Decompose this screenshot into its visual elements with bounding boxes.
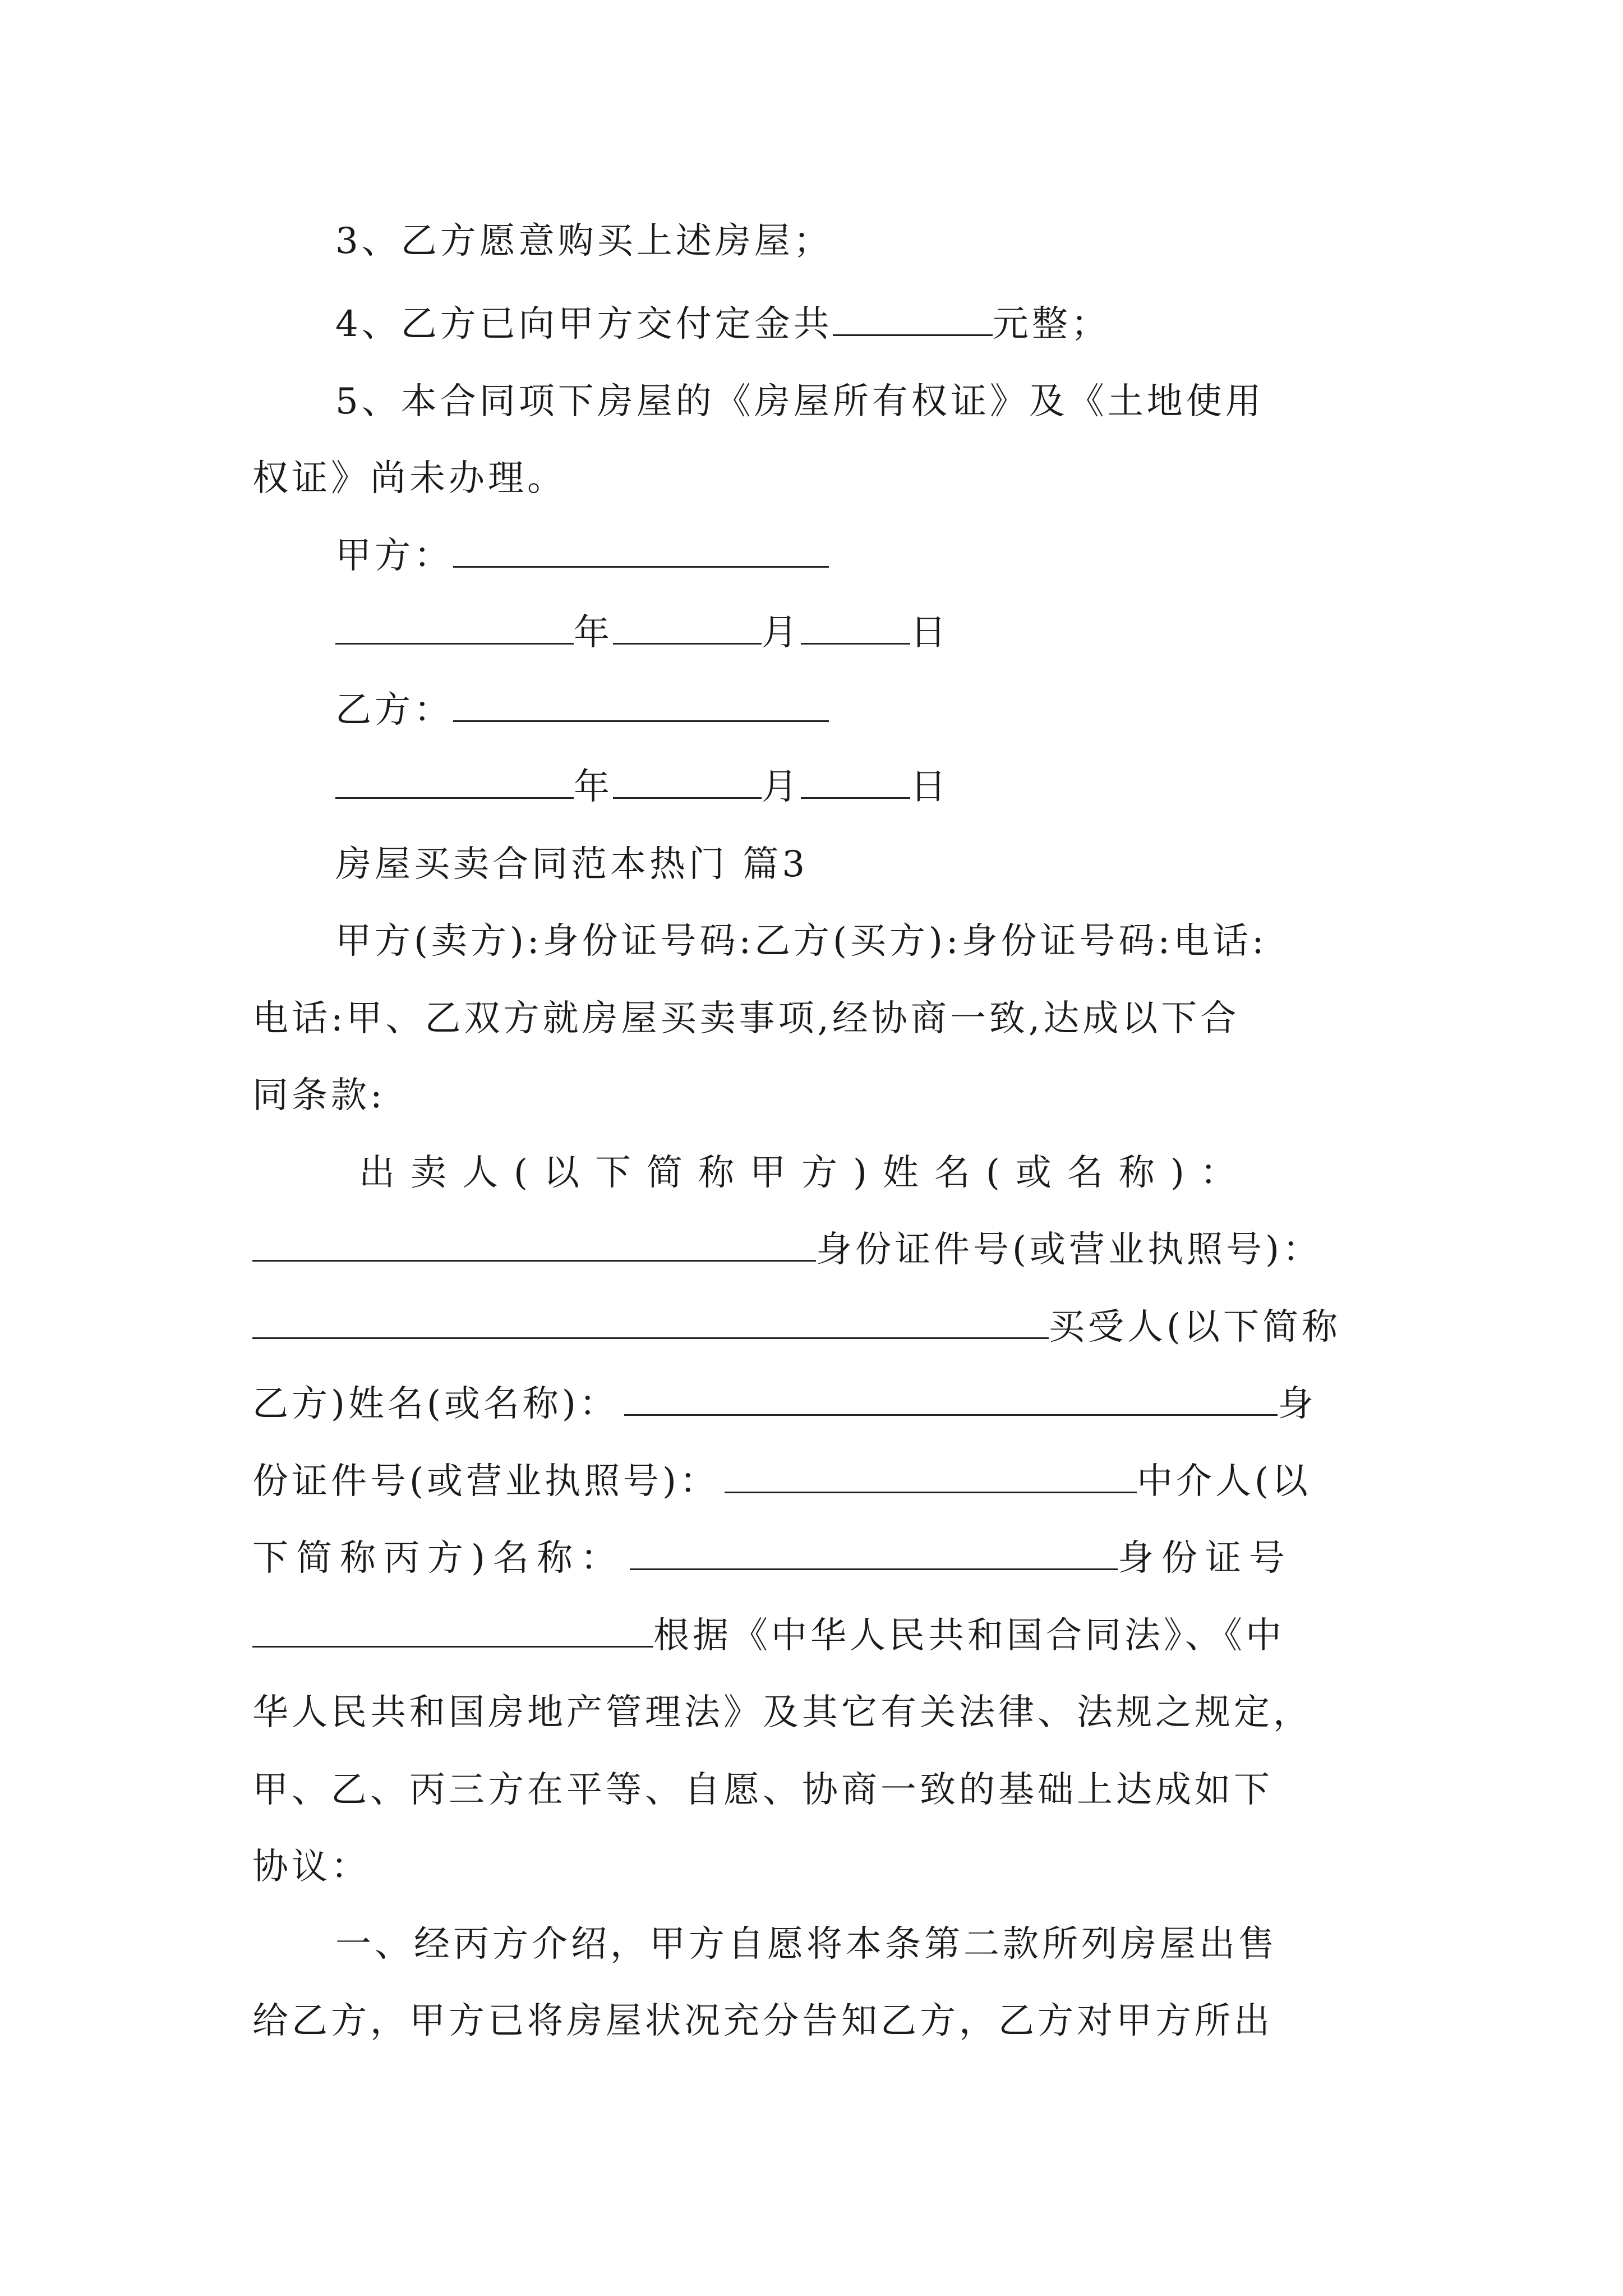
party-a-blank[interactable] (453, 531, 829, 568)
basis-line-2 (252, 1687, 1312, 1738)
section-heading-text: 房屋买卖合同范本热门 篇3 (335, 844, 809, 885)
clause-1-text-2: 给乙方，甲方已将房屋状况充分告知乙方，乙方对甲方所出 (252, 2000, 1273, 2042)
basis-line-3 (252, 1765, 1273, 1815)
day-label: 日 (910, 766, 949, 808)
seller-id-label: 身份证件号(或营业执照号)： (816, 1229, 1322, 1271)
party-a-day-blank[interactable] (801, 608, 910, 645)
basis-text-1: 根据《中华人民共和国合同法》、《中 (653, 1615, 1285, 1657)
party-a-date (335, 608, 949, 658)
intro-line-2 (252, 993, 1239, 1044)
seller-name-blank[interactable] (252, 1225, 816, 1262)
party-b-label: 乙方： (335, 689, 453, 731)
party-a-year-blank[interactable] (335, 608, 574, 645)
item-3 (335, 216, 833, 266)
buyer-id-tail: 身 (1277, 1383, 1317, 1425)
agent-id-label: 身份证号 (1117, 1538, 1293, 1579)
basis-text-2: 华人民共和国房地产管理法》及其它有关法律、法规之规定， (252, 1692, 1312, 1733)
basis-text-4: 协议： (252, 1846, 370, 1888)
year-label: 年 (574, 612, 613, 654)
item-5-text-1: 5、本合同项下房屋的《房屋所有权证》及《土地使用 (335, 381, 1265, 422)
agent-label-1: 中介人(以 (1136, 1461, 1311, 1502)
basis-line-4 (252, 1842, 370, 1892)
item-3-text: 3、乙方愿意购买上述房屋； (335, 220, 833, 262)
buyer-id-blank[interactable] (725, 1457, 1137, 1493)
agent-label-2: 下简称丙方)名称： (252, 1538, 624, 1579)
buyer-id-label: 份证件号(或营业执照号)： (252, 1461, 719, 1502)
intro-line-1 (335, 916, 1267, 967)
buyer-line-1 (252, 1302, 1341, 1352)
party-a-month-blank[interactable] (613, 608, 762, 645)
buyer-label-2: 乙方)姓名(或名称)： (252, 1383, 619, 1425)
buyer-line-2 (252, 1379, 1317, 1429)
clause-1-line-2 (252, 1996, 1273, 2046)
item-5-text-2: 权证》尚未办理。 (252, 458, 566, 499)
item-5-line-1 (335, 376, 1265, 427)
intro-line-3 (252, 1070, 386, 1121)
party-a-label: 甲方： (335, 535, 453, 577)
item-5-line-2 (252, 453, 566, 504)
buyer-id-line (252, 1456, 1311, 1507)
seller-id-line (252, 1225, 1322, 1275)
section-heading (335, 839, 808, 890)
item-4-suffix: 元整； (992, 303, 1110, 345)
seller-name-line (359, 1148, 1252, 1198)
agent-line (252, 1533, 1293, 1584)
party-b-month-blank[interactable] (613, 762, 762, 799)
buyer-name-blank[interactable] (624, 1379, 1278, 1416)
day-label: 日 (910, 612, 949, 654)
basis-line-1 (252, 1611, 1285, 1661)
party-b-year-blank[interactable] (335, 762, 574, 799)
seller-id-blank[interactable] (252, 1303, 1049, 1339)
intro-text-1: 甲方(卖方):身份证号码:乙方(买方):身份证号码:电话: (335, 921, 1267, 962)
intro-text-3: 同条款: (252, 1075, 386, 1116)
basis-text-3: 甲、乙、丙三方在平等、自愿、协商一致的基础上达成如下 (252, 1769, 1273, 1811)
agent-id-blank[interactable] (252, 1611, 653, 1648)
item-4-text: 4、乙方已向甲方交付定金共 (335, 303, 833, 345)
party-b-date (335, 762, 949, 812)
agent-name-blank[interactable] (630, 1534, 1118, 1570)
month-label: 月 (762, 766, 801, 808)
party-a-signature (335, 531, 829, 581)
year-label: 年 (574, 766, 613, 808)
party-b-day-blank[interactable] (801, 762, 910, 799)
item-4 (335, 299, 1110, 349)
party-b-blank[interactable] (453, 685, 829, 722)
clause-1-text-1: 一、经丙方介绍，甲方自愿将本条第二款所列房屋出售 (335, 1924, 1278, 1965)
clause-1-line-1 (335, 1919, 1278, 1970)
deposit-blank[interactable] (833, 300, 993, 336)
month-label: 月 (762, 612, 801, 654)
intro-text-2: 电话:甲、乙双方就房屋买卖事项,经协商一致,达成以下合 (252, 998, 1240, 1039)
seller-name-label: 出卖人(以下简称甲方)姓名(或名称)： (359, 1152, 1252, 1194)
party-b-signature (335, 685, 829, 735)
buyer-label-1: 买受人(以下简称 (1049, 1306, 1341, 1348)
